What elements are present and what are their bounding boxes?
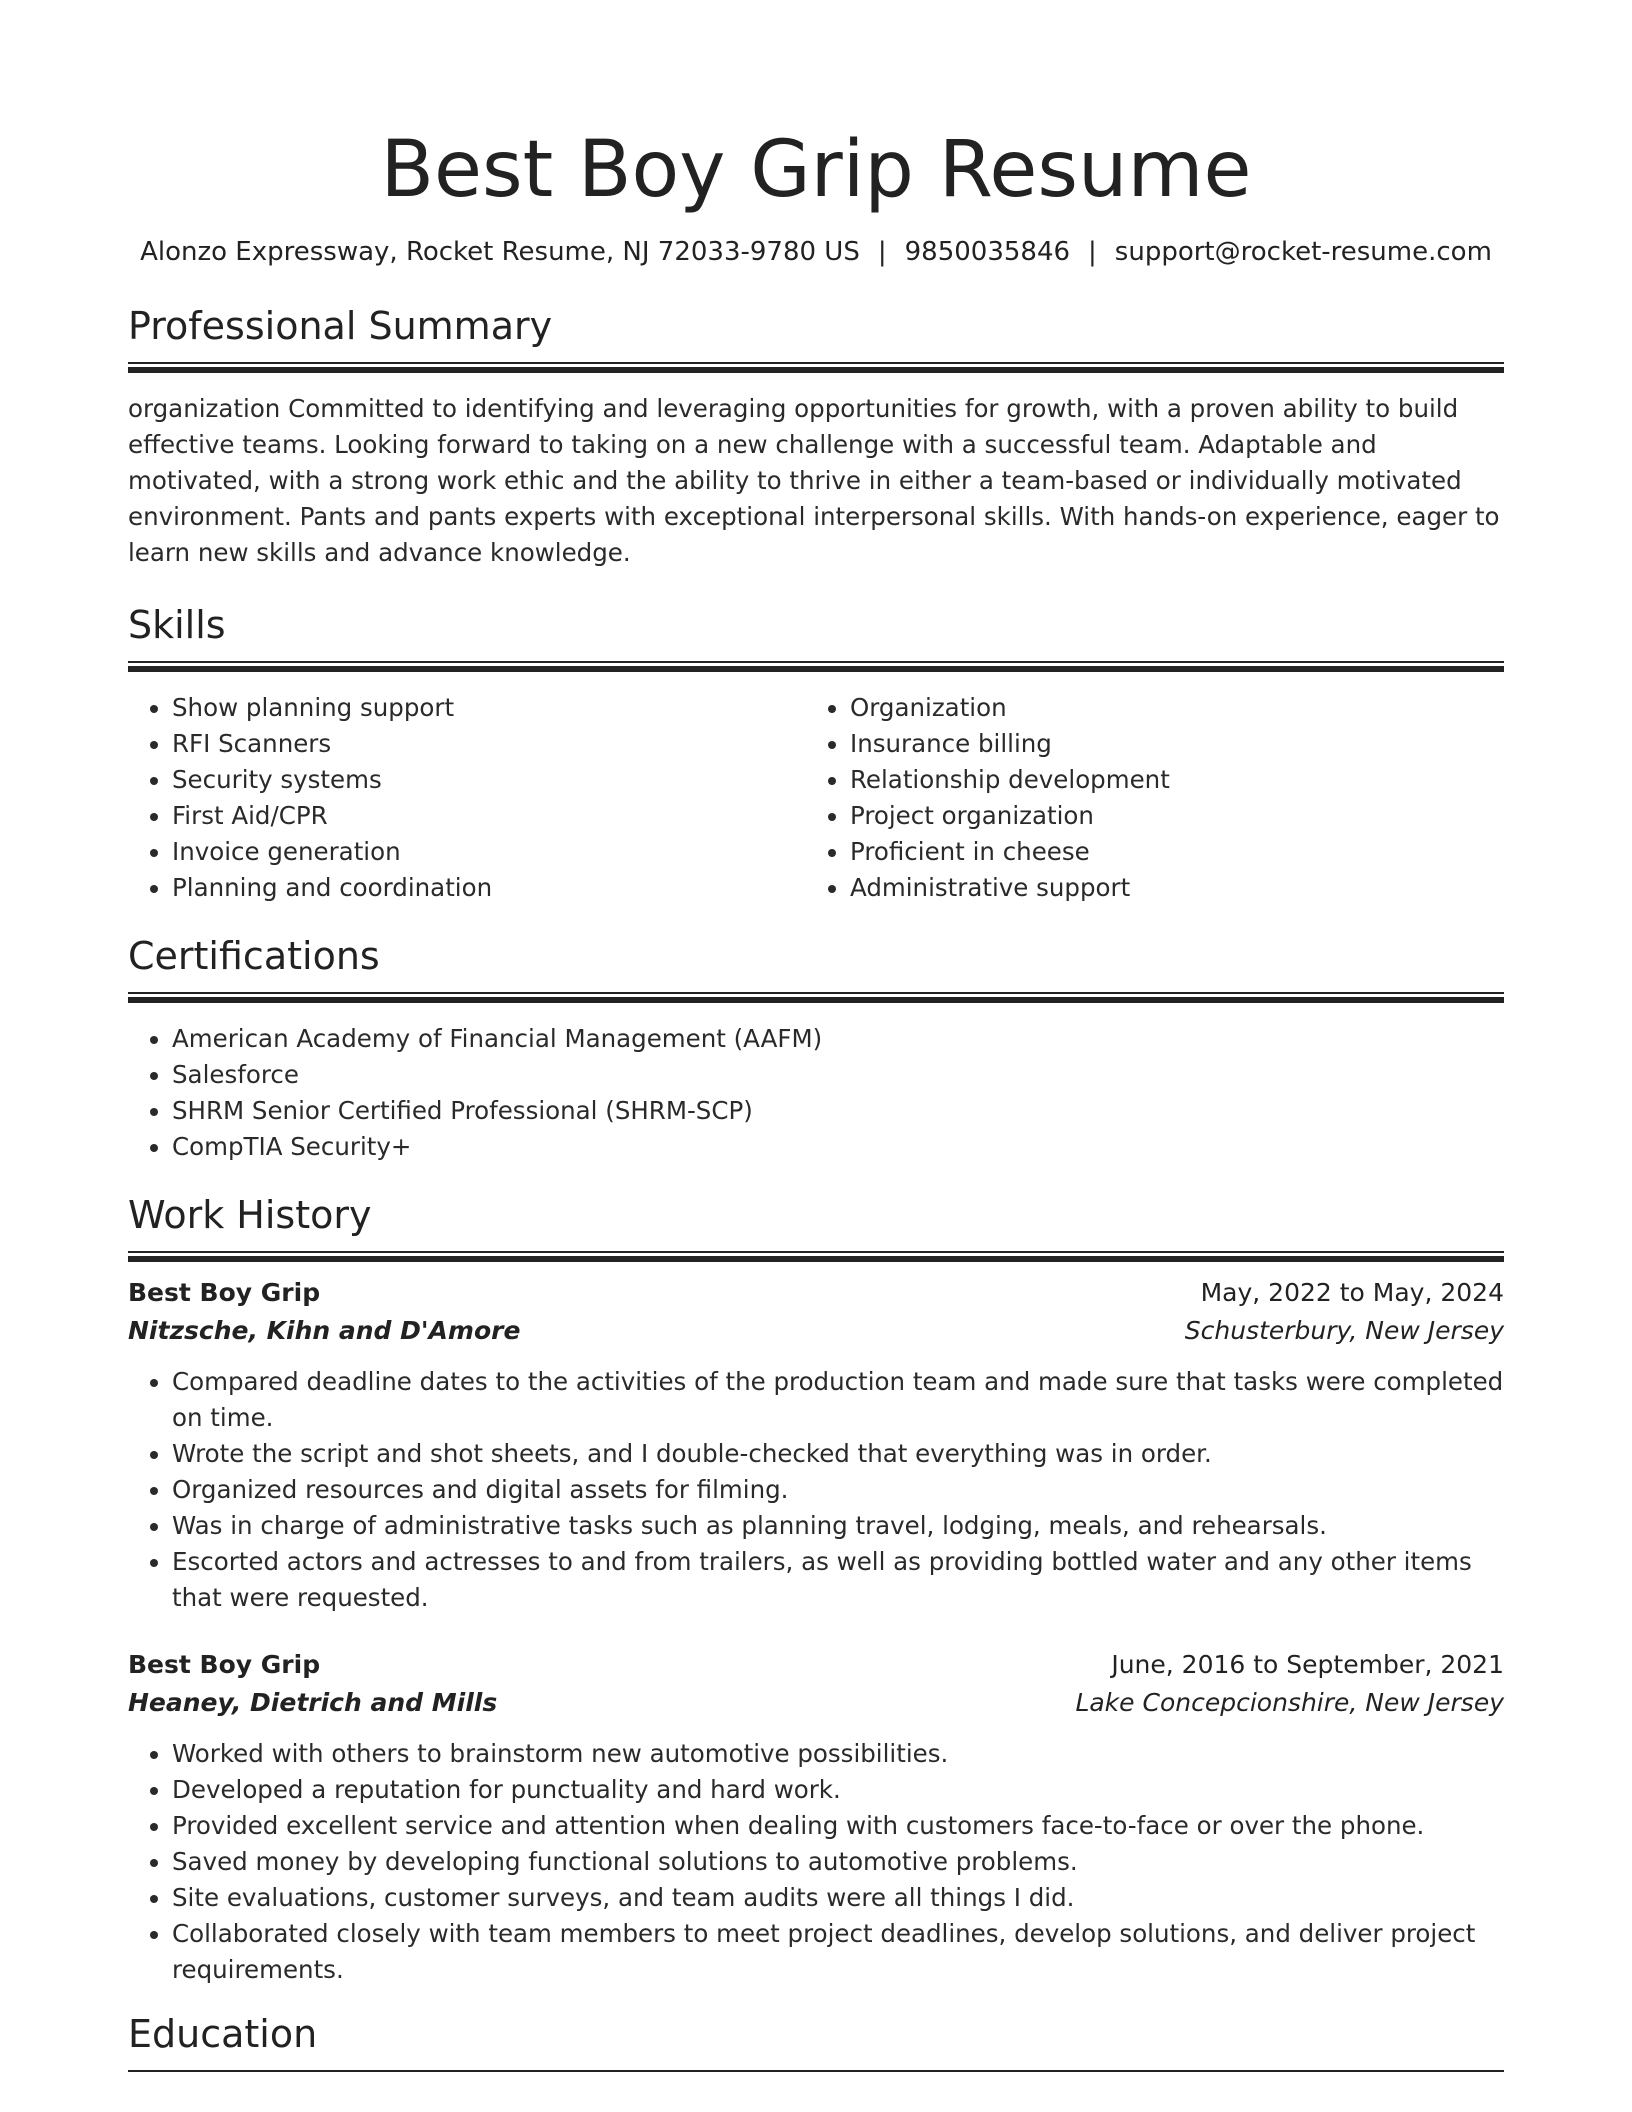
skill-item: • Relationship development — [850, 762, 1484, 798]
job-dates: June, 2016 to September, 2021 — [1111, 1650, 1504, 1679]
resume-title: Best Boy Grip Resume — [380, 125, 1252, 215]
job-title: Best Boy Grip — [128, 1278, 321, 1307]
job-header-row — [128, 1274, 1504, 1312]
skill-item: • Proficient in cheese — [850, 834, 1484, 870]
contact-separator: | — [877, 237, 887, 267]
skill-item: • Invoice generation — [172, 834, 806, 870]
skill-item: • Administrative support — [850, 870, 1484, 906]
resume-page — [128, 0, 1504, 2072]
job-bullet: • Worked with others to brainstorm new automotive possibilities. — [172, 1736, 1504, 1772]
contact-phone: 9850035846 — [904, 237, 1071, 267]
education-section — [128, 2010, 1504, 2072]
skill-item: • Organization — [850, 690, 1484, 726]
job-dates: May, 2022 to May, 2024 — [1200, 1278, 1504, 1307]
job-bullet: • Saved money by developing functional solutions to automotive problems. — [172, 1844, 1504, 1880]
skill-item: • First Aid/CPR — [172, 798, 806, 834]
section-divider — [128, 992, 1504, 1003]
job-bullet: • Organized resources and digital assets for filming. — [172, 1472, 1504, 1508]
certifications-section — [128, 932, 1504, 1165]
job-location: Schusterbury, New Jersey — [1184, 1316, 1504, 1345]
contact-separator: | — [1088, 237, 1097, 267]
job-subheader-row — [128, 1312, 1504, 1350]
skill-item: • RFI Scanners — [172, 726, 806, 762]
skill-item: • Show planning support — [172, 690, 806, 726]
skills-heading: Skills — [128, 603, 226, 647]
job-bullet: • Escorted actors and actresses to and from trailers, as well as providing bottled water and any other items that were requested. — [172, 1544, 1504, 1616]
skill-item: • Security systems — [172, 762, 806, 798]
job-entry — [128, 1274, 1504, 1616]
skills-right-column — [806, 690, 1484, 906]
section-divider — [128, 362, 1504, 373]
work-history-section — [128, 1191, 1504, 1988]
certification-item: • American Academy of Financial Management (AAFM) — [172, 1021, 1504, 1057]
skill-item: • Project organization — [850, 798, 1484, 834]
job-bullet: • Provided excellent service and attention when dealing with customers face-to-face or over the phone. — [172, 1808, 1504, 1844]
skills-columns — [128, 690, 1504, 906]
certifications-heading: Certifications — [128, 934, 380, 978]
section-divider — [128, 661, 1504, 672]
skill-item: • Planning and coordination — [172, 870, 806, 906]
summary-text: organization Committed to identifying and leveraging opportunities for growth, with a proven ability to build effective teams. Looking forward to taking on a new challenge with a successful team. Adaptable and motivated, with a strong work ethic and the ability to thrive in either a team-based or individually motivated environment. Pants and pants experts with exceptional interpersonal skills. With hands-on experience, eager to learn new skills and advance knowledge. — [128, 394, 1500, 567]
job-bullet: • Compared deadline dates to the activities of the production team and made sure that tasks were completed on time. — [172, 1364, 1504, 1436]
contact-email: support@rocket-resume.com — [1114, 237, 1492, 267]
certification-item: • SHRM Senior Certified Professional (SHRM-SCP) — [172, 1093, 1504, 1129]
job-bullets — [128, 1736, 1504, 1988]
job-bullet: • Wrote the script and shot sheets, and I double-checked that everything was in order. — [172, 1436, 1504, 1472]
certification-item: • CompTIA Security+ — [172, 1129, 1504, 1165]
job-location: Lake Concepcionshire, New Jersey — [1075, 1688, 1504, 1717]
job-company: Nitzsche, Kihn and D'Amore — [128, 1316, 521, 1345]
job-bullet: • Developed a reputation for punctuality and hard work. — [172, 1772, 1504, 1808]
job-bullets — [128, 1364, 1504, 1616]
skills-left-column — [128, 690, 806, 906]
job-subheader-row — [128, 1684, 1504, 1722]
summary-heading: Professional Summary — [128, 304, 553, 348]
education-heading: Education — [128, 2012, 318, 2056]
job-bullet: • Was in charge of administrative tasks such as planning travel, lodging, meals, and rehearsals. — [172, 1508, 1504, 1544]
skill-item: • Insurance billing — [850, 726, 1484, 762]
work-history-heading: Work History — [128, 1193, 372, 1237]
job-company: Heaney, Dietrich and Mills — [128, 1688, 498, 1717]
summary-section — [128, 302, 1504, 571]
contact-line — [128, 234, 1504, 270]
skills-section — [128, 601, 1504, 906]
job-bullet: • Collaborated closely with team members to meet project deadlines, develop solutions, and deliver project requirements. — [172, 1916, 1504, 1988]
job-entry — [128, 1646, 1504, 1988]
job-title: Best Boy Grip — [128, 1650, 321, 1679]
section-divider — [128, 1251, 1504, 1262]
section-divider — [128, 2070, 1504, 2072]
contact-address: Alonzo Expressway, Rocket Resume, NJ 72033-9780 US — [140, 237, 860, 267]
job-header-row — [128, 1646, 1504, 1684]
certification-item: • Salesforce — [172, 1057, 1504, 1093]
job-bullet: • Site evaluations, customer surveys, and team audits were all things I did. — [172, 1880, 1504, 1916]
